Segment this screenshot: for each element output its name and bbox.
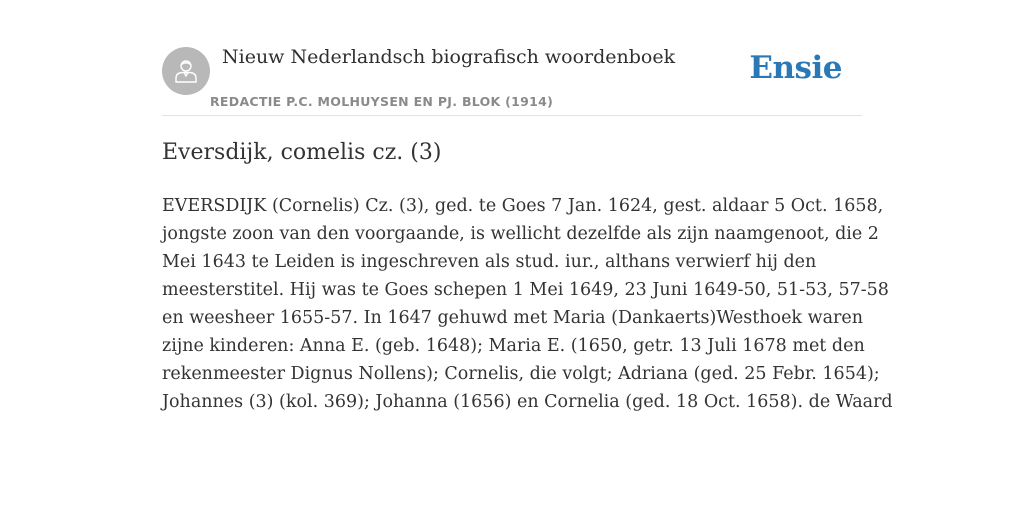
entry-line: Mei 1643 te Leiden is ingeschreven als stud. iur., althans verwierf hij den <box>162 252 817 272</box>
entry-line: jongste zoon van den voorgaande, is wellicht dezelfde als zijn naamgenoot, die 2 <box>162 224 879 244</box>
editors-label: REDACTIE P.C. MOLHUYSEN EN PJ. BLOK (1914) <box>210 94 554 109</box>
entry-title: Eversdijk, comelis cz. (3) <box>162 140 442 165</box>
user-icon <box>172 57 200 85</box>
entry-line: Johannes (3) (kol. 369); Johanna (1656) en Cornelia (ged. 18 Oct. 1658). de Waard <box>162 392 893 412</box>
entry-card <box>162 0 893 512</box>
entry-line: meesterstitel. Hij was te Goes schepen 1 Mei 1649, 23 Juni 1649-50, 51-53, 57-58 <box>162 280 889 300</box>
entry-line: zijne kinderen: Anna E. (geb. 1648); Maria E. (1650, getr. 13 Juli 1678 met den <box>162 336 865 356</box>
entry-body <box>162 192 893 416</box>
entry-line: EVERSDIJK (Cornelis) Cz. (3), ged. te Goes 7 Jan. 1624, gest. aldaar 5 Oct. 1658, <box>162 196 884 216</box>
entry-line: en weesheer 1655-57. In 1647 gehuwd met Maria (Dankaerts)Westhoek waren <box>162 308 863 328</box>
brand-logo[interactable]: Ensie <box>749 50 842 86</box>
header-divider <box>162 115 862 116</box>
source-title[interactable]: Nieuw Nederlandsch biografisch woordenboek <box>222 46 676 68</box>
author-avatar[interactable] <box>162 47 210 95</box>
entry-line: rekenmeester Dignus Nollens); Cornelis, die volgt; Adriana (ged. 25 Febr. 1654); <box>162 364 880 384</box>
